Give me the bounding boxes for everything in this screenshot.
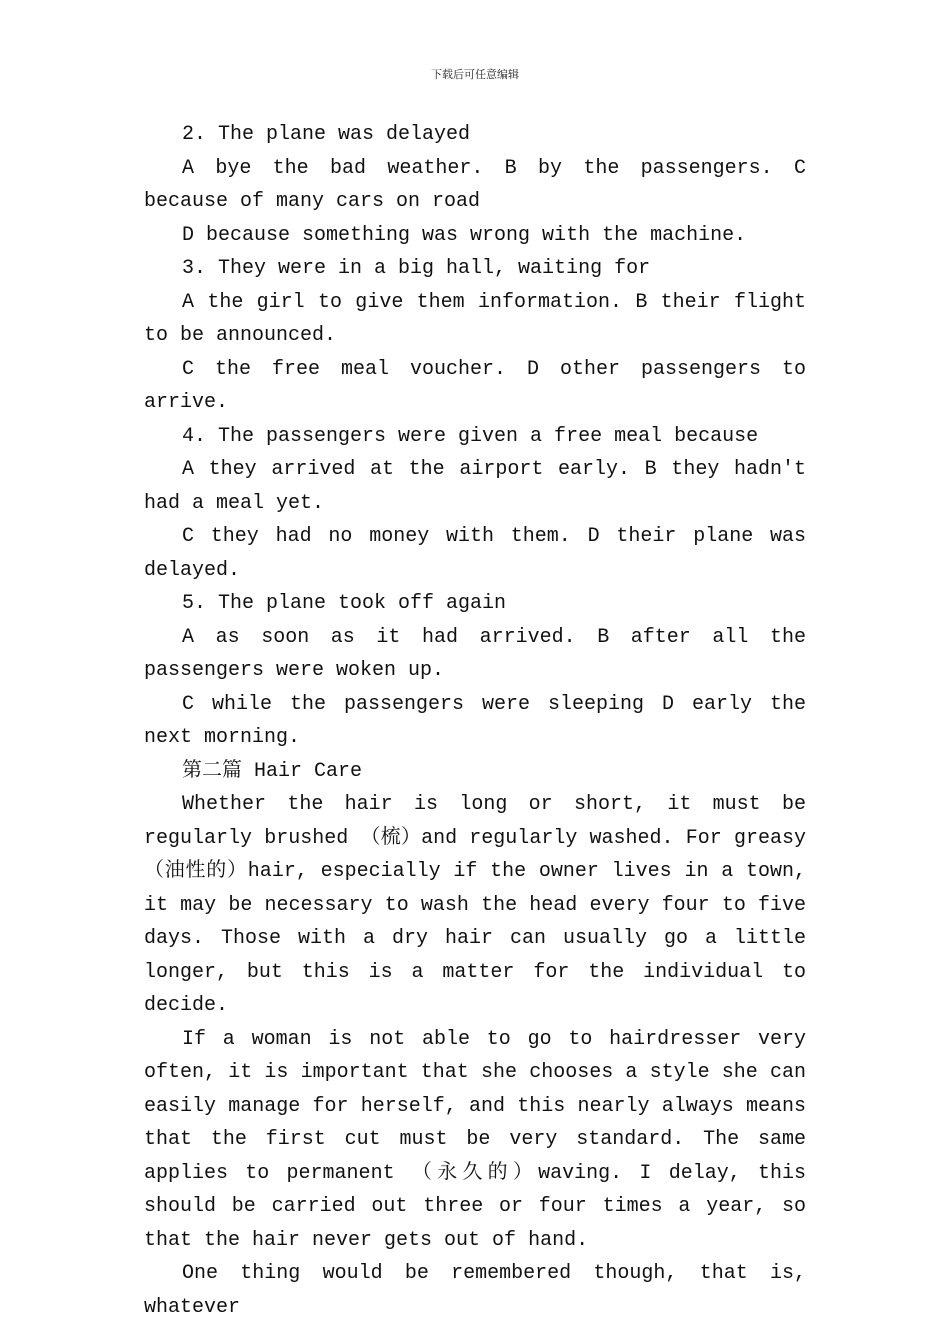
section-title: 第二篇 Hair Care	[182, 759, 363, 783]
passage-paragraph: Whether the hair is long or short, it must be regularly brushed （梳）and regularly washed. For greasy （油性的）hair, especially if the owner lives in a town, it may be necessary to wash the head every four to five days. Those with a dry hair can usually go a little longer, but this is a matter for the individual to decide.	[144, 793, 806, 1017]
question-5-stem: 5. The plane took off again	[182, 592, 507, 615]
question-3-stem: 3. They were in a big hall, waiting for	[182, 257, 651, 280]
document-body	[144, 118, 806, 1324]
question-4-options-ab: A they arrived at the airport early. B they hadn't had a meal yet.	[144, 458, 806, 515]
question-2-options-abc: A bye the bad weather. B by the passengers. C because of many cars on road	[144, 156, 806, 213]
question-3-options-cd: C the free meal voucher. D other passengers to arrive.	[144, 357, 806, 414]
passage-paragraph: If a woman is not able to go to hairdresser very often, it is important that she chooses a style she can easily manage for herself, and this nearly always means that the first cut must be very standard. The same applies to permanent （永久的）waving. I delay, this should be carried out three or four times a year, so that the hair never gets out of hand.	[144, 1027, 806, 1252]
question-4-options-cd: C they had no money with them. D their plane was delayed.	[144, 525, 806, 582]
question-2-stem: 2. The plane was delayed	[182, 123, 471, 146]
question-5-options-ab: A as soon as it had arrived. B after all the passengers were woken up.	[144, 625, 806, 682]
question-5-options-cd: C while the passengers were sleeping D early the next morning.	[144, 692, 806, 749]
passage-paragraph: One thing would be remembered though, that is, whatever	[144, 1262, 806, 1319]
question-4-stem: 4. The passengers were given a free meal because	[182, 424, 759, 448]
question-2-option-d: D because something was wrong with the machine.	[182, 223, 747, 247]
question-3-options-ab: A the girl to give them information. B their flight to be announced.	[144, 290, 806, 347]
page-header-note: 下载后可任意编辑	[431, 68, 519, 81]
